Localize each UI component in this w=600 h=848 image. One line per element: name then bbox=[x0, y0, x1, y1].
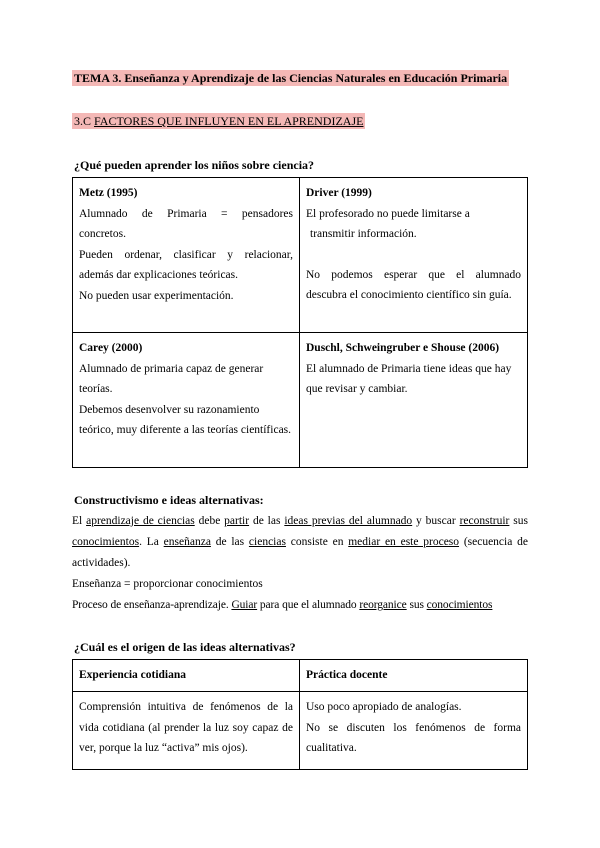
page-title: TEMA 3. Enseñanza y Aprendizaje de las Ciencias Naturales en Educación Primaria bbox=[74, 71, 508, 85]
carey-line: Alumnado de primaria capaz de generar teorías. bbox=[79, 362, 264, 395]
origin-header-cell bbox=[73, 660, 300, 692]
origin-line: Uso poco apropiado de analogías. bbox=[306, 701, 462, 713]
driver-heading: Driver (1999) bbox=[306, 187, 372, 199]
question-1: ¿Qué pueden aprender los niños sobre ciencia? bbox=[74, 158, 315, 172]
origin-table bbox=[72, 659, 528, 770]
duschl-heading: Duschl, Schweingruber e Shouse (2006) bbox=[306, 342, 500, 354]
duschl-line: El alumnado de Primaria tiene ideas que hay que revisar y cambiar. bbox=[306, 362, 512, 395]
metz-line: Pueden ordenar, clasificar y relacionar, además dar explicaciones teóricas. bbox=[79, 248, 293, 281]
origin-header: Experiencia cotidiana bbox=[79, 669, 187, 682]
origin-cell bbox=[300, 692, 528, 770]
constructivism-line: Enseñanza = proporcionar conocimientos bbox=[72, 578, 263, 590]
constructivism-paragraph: El aprendizaje de ciencias debe partir de las ideas previas del alumnado y buscar reconstruir sus conocimientos. La enseñanza de las ciencias consiste en mediar en este proceso (secuencia de actividades). bbox=[72, 515, 528, 569]
metz-line: Alumnado de Primaria = pensadores concretos. bbox=[79, 207, 293, 240]
table-row bbox=[73, 692, 528, 770]
table-row bbox=[73, 333, 528, 468]
carey-cell bbox=[73, 333, 300, 468]
carey-line: Debemos desenvolver su razonamiento teórico, muy diferente a las teorías científicas. bbox=[79, 403, 292, 436]
table-row bbox=[73, 660, 528, 692]
driver-cell bbox=[300, 178, 528, 333]
origin-header-cell bbox=[300, 660, 528, 692]
section-heading bbox=[72, 113, 365, 129]
metz-heading: Metz (1995) bbox=[79, 187, 138, 199]
constructivism-heading: Constructivismo e ideas alternativas: bbox=[74, 493, 264, 507]
section-number: 3.C bbox=[74, 114, 95, 128]
origin-cell: Comprensión intuitiva de fenómenos de la vida cotidiana (al prender la luz soy capaz de ver, porque la luz “activa” mis ojos). bbox=[73, 692, 300, 770]
driver-line: El profesorado no puede limitarse a bbox=[306, 207, 470, 220]
authors-table bbox=[72, 177, 528, 468]
driver-line: No podemos esperar que el alumnado descubra el conocimiento científico sin guía. bbox=[306, 268, 521, 301]
origin-header: Práctica docente bbox=[306, 669, 388, 682]
carey-heading: Carey (2000) bbox=[79, 342, 143, 354]
duschl-cell bbox=[300, 333, 528, 468]
metz-cell bbox=[73, 178, 300, 333]
table-row bbox=[73, 178, 528, 333]
driver-line: transmitir información. bbox=[310, 228, 417, 240]
origin-line: No se discuten los fenómenos de forma cualitativa. bbox=[306, 721, 521, 754]
question-2: ¿Cuál es el origen de las ideas alternativas? bbox=[74, 640, 296, 654]
constructivism-line: Proceso de enseñanza-aprendizaje. Guiar para que el alumnado reorganice sus conocimientos bbox=[72, 599, 493, 611]
section-label: FACTORES QUE INFLUYEN EN EL APRENDIZAJE bbox=[94, 114, 364, 128]
metz-line: No pueden usar experimentación. bbox=[79, 289, 234, 302]
